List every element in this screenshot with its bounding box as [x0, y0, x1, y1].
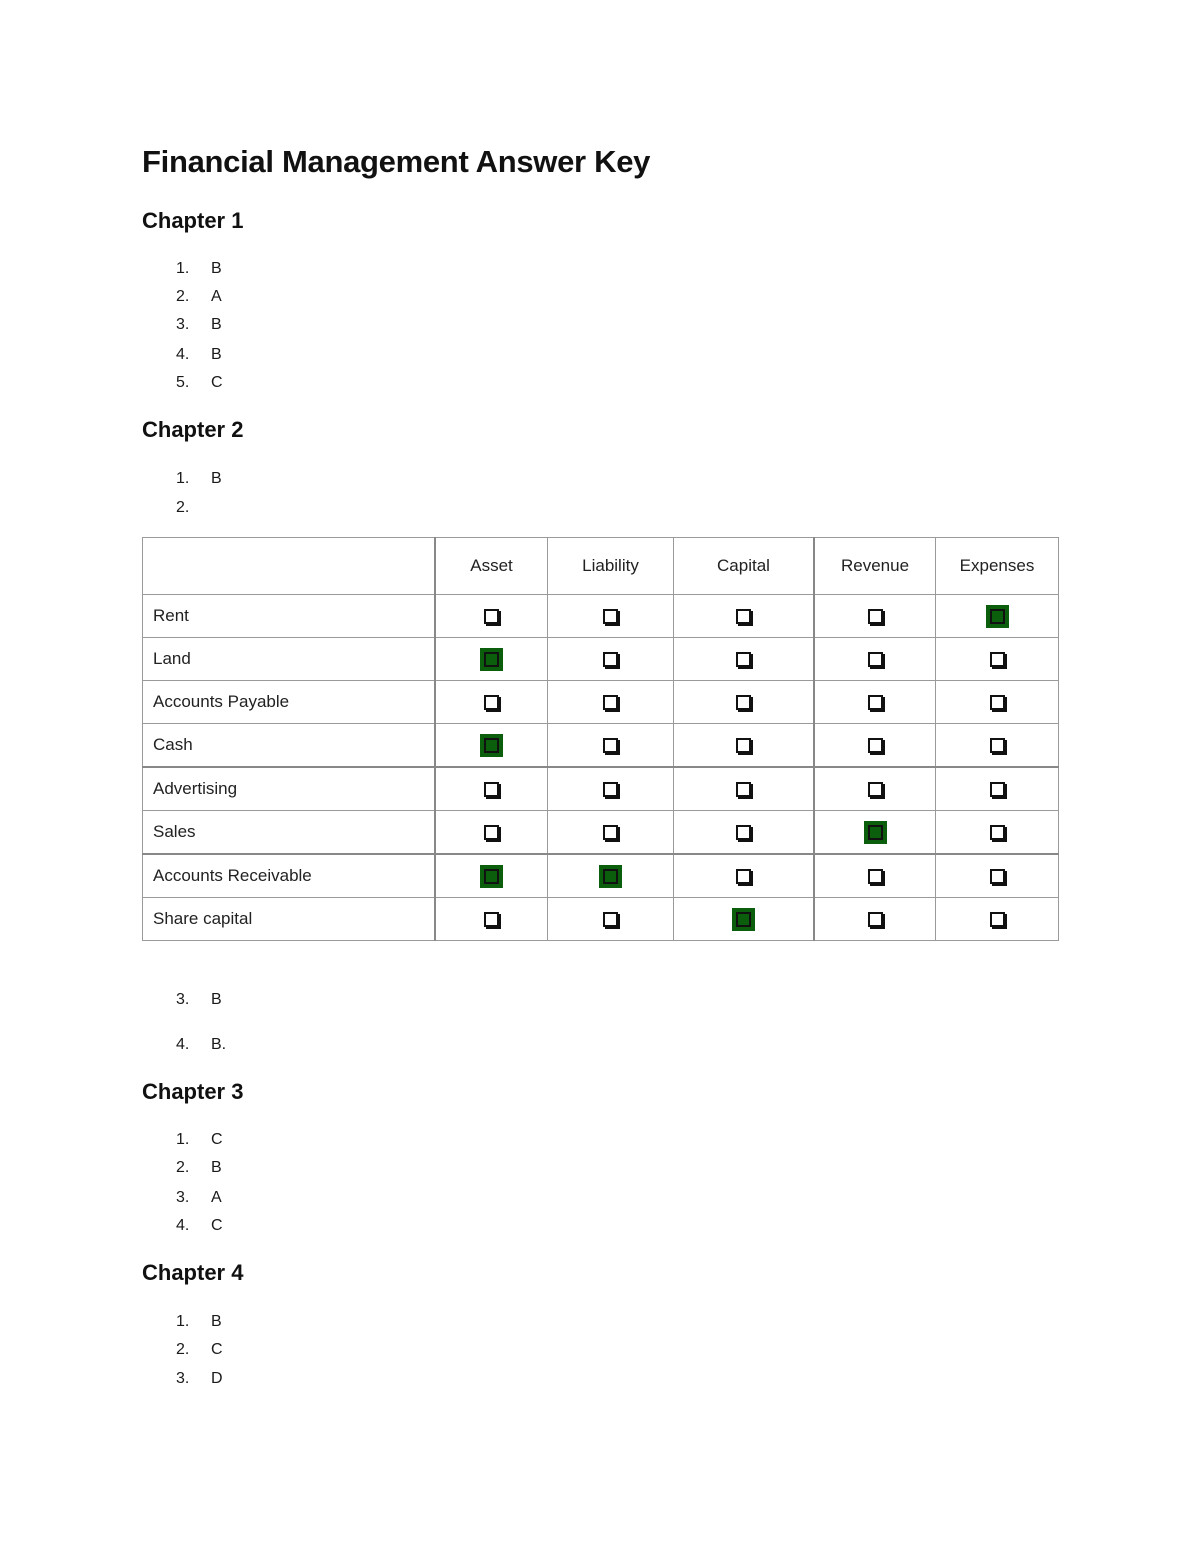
- checkbox-icon[interactable]: [736, 609, 751, 624]
- table-row: [143, 898, 1059, 941]
- answer-value: C: [211, 374, 223, 391]
- checkbox-icon[interactable]: [990, 652, 1005, 667]
- table-row: [143, 638, 1059, 681]
- checkbox-icon[interactable]: [484, 912, 499, 927]
- answer-number: 4.: [176, 1217, 190, 1234]
- row-label: Share capital: [143, 898, 436, 941]
- page-title: Financial Management Answer Key: [142, 144, 651, 179]
- checkbox-cell: [814, 724, 936, 768]
- checkbox-icon[interactable]: [484, 782, 499, 797]
- checkbox-cell: [674, 767, 815, 811]
- row-label: Sales: [143, 811, 436, 855]
- answer-number: 3.: [176, 316, 190, 333]
- checkbox-icon[interactable]: [603, 912, 618, 927]
- checkbox-cell: [548, 595, 674, 638]
- checked-box-icon[interactable]: [736, 912, 751, 927]
- answer-number: 2.: [176, 1341, 190, 1358]
- checkbox-icon[interactable]: [603, 738, 618, 753]
- checked-box-icon[interactable]: [484, 869, 499, 884]
- answer-number: 1.: [176, 1313, 190, 1330]
- checkbox-icon[interactable]: [484, 695, 499, 710]
- checkbox-cell: [674, 595, 815, 638]
- row-label: Cash: [143, 724, 436, 768]
- chapter-4-heading: Chapter 4: [142, 1260, 244, 1285]
- checked-box-icon[interactable]: [484, 652, 499, 667]
- checked-box-icon[interactable]: [603, 869, 618, 884]
- answer-number: 5.: [176, 374, 190, 391]
- answer-value: B: [211, 260, 222, 277]
- answer-value: D: [211, 1370, 223, 1387]
- answer-number: 3.: [176, 991, 190, 1008]
- answer-item: [176, 1033, 226, 1057]
- checkbox-cell: [936, 724, 1059, 768]
- column-header-liability: Liability: [548, 538, 674, 595]
- checkbox-icon[interactable]: [990, 869, 1005, 884]
- row-label: Accounts Receivable: [143, 854, 436, 898]
- answer-item: [176, 371, 223, 395]
- table-row: [143, 767, 1059, 811]
- classification-table: [142, 537, 1059, 941]
- chapter-3-heading: Chapter 3: [142, 1079, 244, 1104]
- checkbox-cell: [435, 811, 548, 855]
- checkbox-icon[interactable]: [868, 609, 883, 624]
- answer-value: B: [211, 1313, 222, 1330]
- answer-value: B: [211, 316, 222, 333]
- checkbox-cell: [548, 767, 674, 811]
- answer-number: 1.: [176, 1131, 190, 1148]
- answer-number: 3.: [176, 1370, 190, 1387]
- answer-item: [176, 1214, 223, 1238]
- row-label: Accounts Payable: [143, 681, 436, 724]
- answer-value: B: [211, 1159, 222, 1176]
- answer-item: [176, 467, 222, 491]
- answer-item: [176, 343, 222, 367]
- column-header-revenue: Revenue: [814, 538, 936, 595]
- checkbox-cell: [548, 898, 674, 941]
- checkbox-icon[interactable]: [484, 609, 499, 624]
- answer-number: 3.: [176, 1189, 190, 1206]
- checkbox-cell: [936, 638, 1059, 681]
- checkbox-icon[interactable]: [990, 738, 1005, 753]
- checkbox-cell: [548, 638, 674, 681]
- checkbox-icon[interactable]: [603, 695, 618, 710]
- checked-box-icon[interactable]: [868, 825, 883, 840]
- answer-item: [176, 285, 222, 309]
- checkbox-cell: [814, 811, 936, 855]
- checkbox-icon[interactable]: [868, 912, 883, 927]
- answer-item: [176, 257, 222, 281]
- checkbox-icon[interactable]: [868, 782, 883, 797]
- checkbox-cell: [548, 724, 674, 768]
- checkbox-cell: [814, 681, 936, 724]
- checkbox-icon[interactable]: [990, 825, 1005, 840]
- answer-item: [176, 1310, 222, 1334]
- checkbox-cell: [548, 854, 674, 898]
- answer-value: A: [211, 288, 222, 305]
- checkbox-cell: [814, 898, 936, 941]
- checkbox-cell: [435, 854, 548, 898]
- checkbox-icon[interactable]: [603, 609, 618, 624]
- checked-box-icon[interactable]: [484, 738, 499, 753]
- answer-value: C: [211, 1341, 223, 1358]
- column-header-expenses: Expenses: [936, 538, 1059, 595]
- answer-value: A: [211, 1189, 222, 1206]
- checkbox-cell: [435, 767, 548, 811]
- checkbox-cell: [674, 811, 815, 855]
- answer-number: 2.: [176, 1159, 190, 1176]
- checkbox-cell: [814, 595, 936, 638]
- checkbox-icon[interactable]: [868, 695, 883, 710]
- checkbox-cell: [674, 681, 815, 724]
- checkbox-cell: [435, 681, 548, 724]
- checkbox-cell: [674, 854, 815, 898]
- answer-value: B: [211, 470, 222, 487]
- checkbox-icon[interactable]: [603, 782, 618, 797]
- row-label: Land: [143, 638, 436, 681]
- checkbox-cell: [814, 638, 936, 681]
- answer-value: B.: [211, 1036, 227, 1053]
- chapter-2-heading: Chapter 2: [142, 417, 244, 442]
- checkbox-icon[interactable]: [868, 869, 883, 884]
- checkbox-cell: [936, 681, 1059, 724]
- checkbox-icon[interactable]: [868, 652, 883, 667]
- table-corner-cell: [143, 538, 436, 595]
- checkbox-cell: [548, 811, 674, 855]
- table-row: [143, 681, 1059, 724]
- checkbox-icon[interactable]: [736, 825, 751, 840]
- answer-item: [176, 496, 211, 520]
- checkbox-cell: [435, 724, 548, 768]
- answer-number: 2.: [176, 499, 190, 516]
- checkbox-cell: [674, 638, 815, 681]
- checkbox-cell: [435, 898, 548, 941]
- table-row: [143, 724, 1059, 768]
- checkbox-cell: [674, 724, 815, 768]
- checkbox-cell: [936, 811, 1059, 855]
- checkbox-icon[interactable]: [736, 782, 751, 797]
- checkbox-icon[interactable]: [990, 695, 1005, 710]
- answer-number: 2.: [176, 288, 190, 305]
- checkbox-cell: [936, 595, 1059, 638]
- row-label: Advertising: [143, 767, 436, 811]
- checkbox-cell: [435, 595, 548, 638]
- checkbox-icon[interactable]: [990, 912, 1005, 927]
- checkbox-cell: [936, 767, 1059, 811]
- checkbox-cell: [674, 898, 815, 941]
- checkbox-icon[interactable]: [868, 738, 883, 753]
- checkbox-icon[interactable]: [484, 825, 499, 840]
- answer-item: [176, 313, 222, 337]
- answer-item: [176, 1128, 223, 1152]
- checkbox-icon[interactable]: [736, 738, 751, 753]
- checkbox-cell: [548, 681, 674, 724]
- answer-number: 4.: [176, 346, 190, 363]
- answer-number: 1.: [176, 470, 190, 487]
- row-label: Rent: [143, 595, 436, 638]
- answer-value: B: [211, 991, 222, 1008]
- table-header-row: [143, 538, 1059, 595]
- answer-number: 4.: [176, 1036, 190, 1053]
- answer-number: 1.: [176, 260, 190, 277]
- checkbox-cell: [936, 898, 1059, 941]
- table-row: [143, 595, 1059, 638]
- answer-item: [176, 1186, 222, 1210]
- answer-item: [176, 1156, 222, 1180]
- answer-item: [176, 1338, 223, 1362]
- checkbox-cell: [814, 854, 936, 898]
- answer-value: C: [211, 1217, 223, 1234]
- answer-item: [176, 988, 222, 1012]
- checkbox-cell: [936, 854, 1059, 898]
- checkbox-icon[interactable]: [736, 869, 751, 884]
- checkbox-cell: [814, 767, 936, 811]
- checkbox-icon[interactable]: [990, 782, 1005, 797]
- answer-value: C: [211, 1131, 223, 1148]
- answer-item: [176, 1367, 223, 1391]
- chapter-1-heading: Chapter 1: [142, 208, 244, 233]
- column-header-asset: Asset: [435, 538, 548, 595]
- checkbox-icon[interactable]: [603, 825, 618, 840]
- table-row: [143, 854, 1059, 898]
- checkbox-icon[interactable]: [736, 695, 751, 710]
- checked-box-icon[interactable]: [990, 609, 1005, 624]
- column-header-capital: Capital: [674, 538, 815, 595]
- answer-value: B: [211, 346, 222, 363]
- checkbox-cell: [435, 638, 548, 681]
- checkbox-icon[interactable]: [603, 652, 618, 667]
- table-row: [143, 811, 1059, 855]
- checkbox-icon[interactable]: [736, 652, 751, 667]
